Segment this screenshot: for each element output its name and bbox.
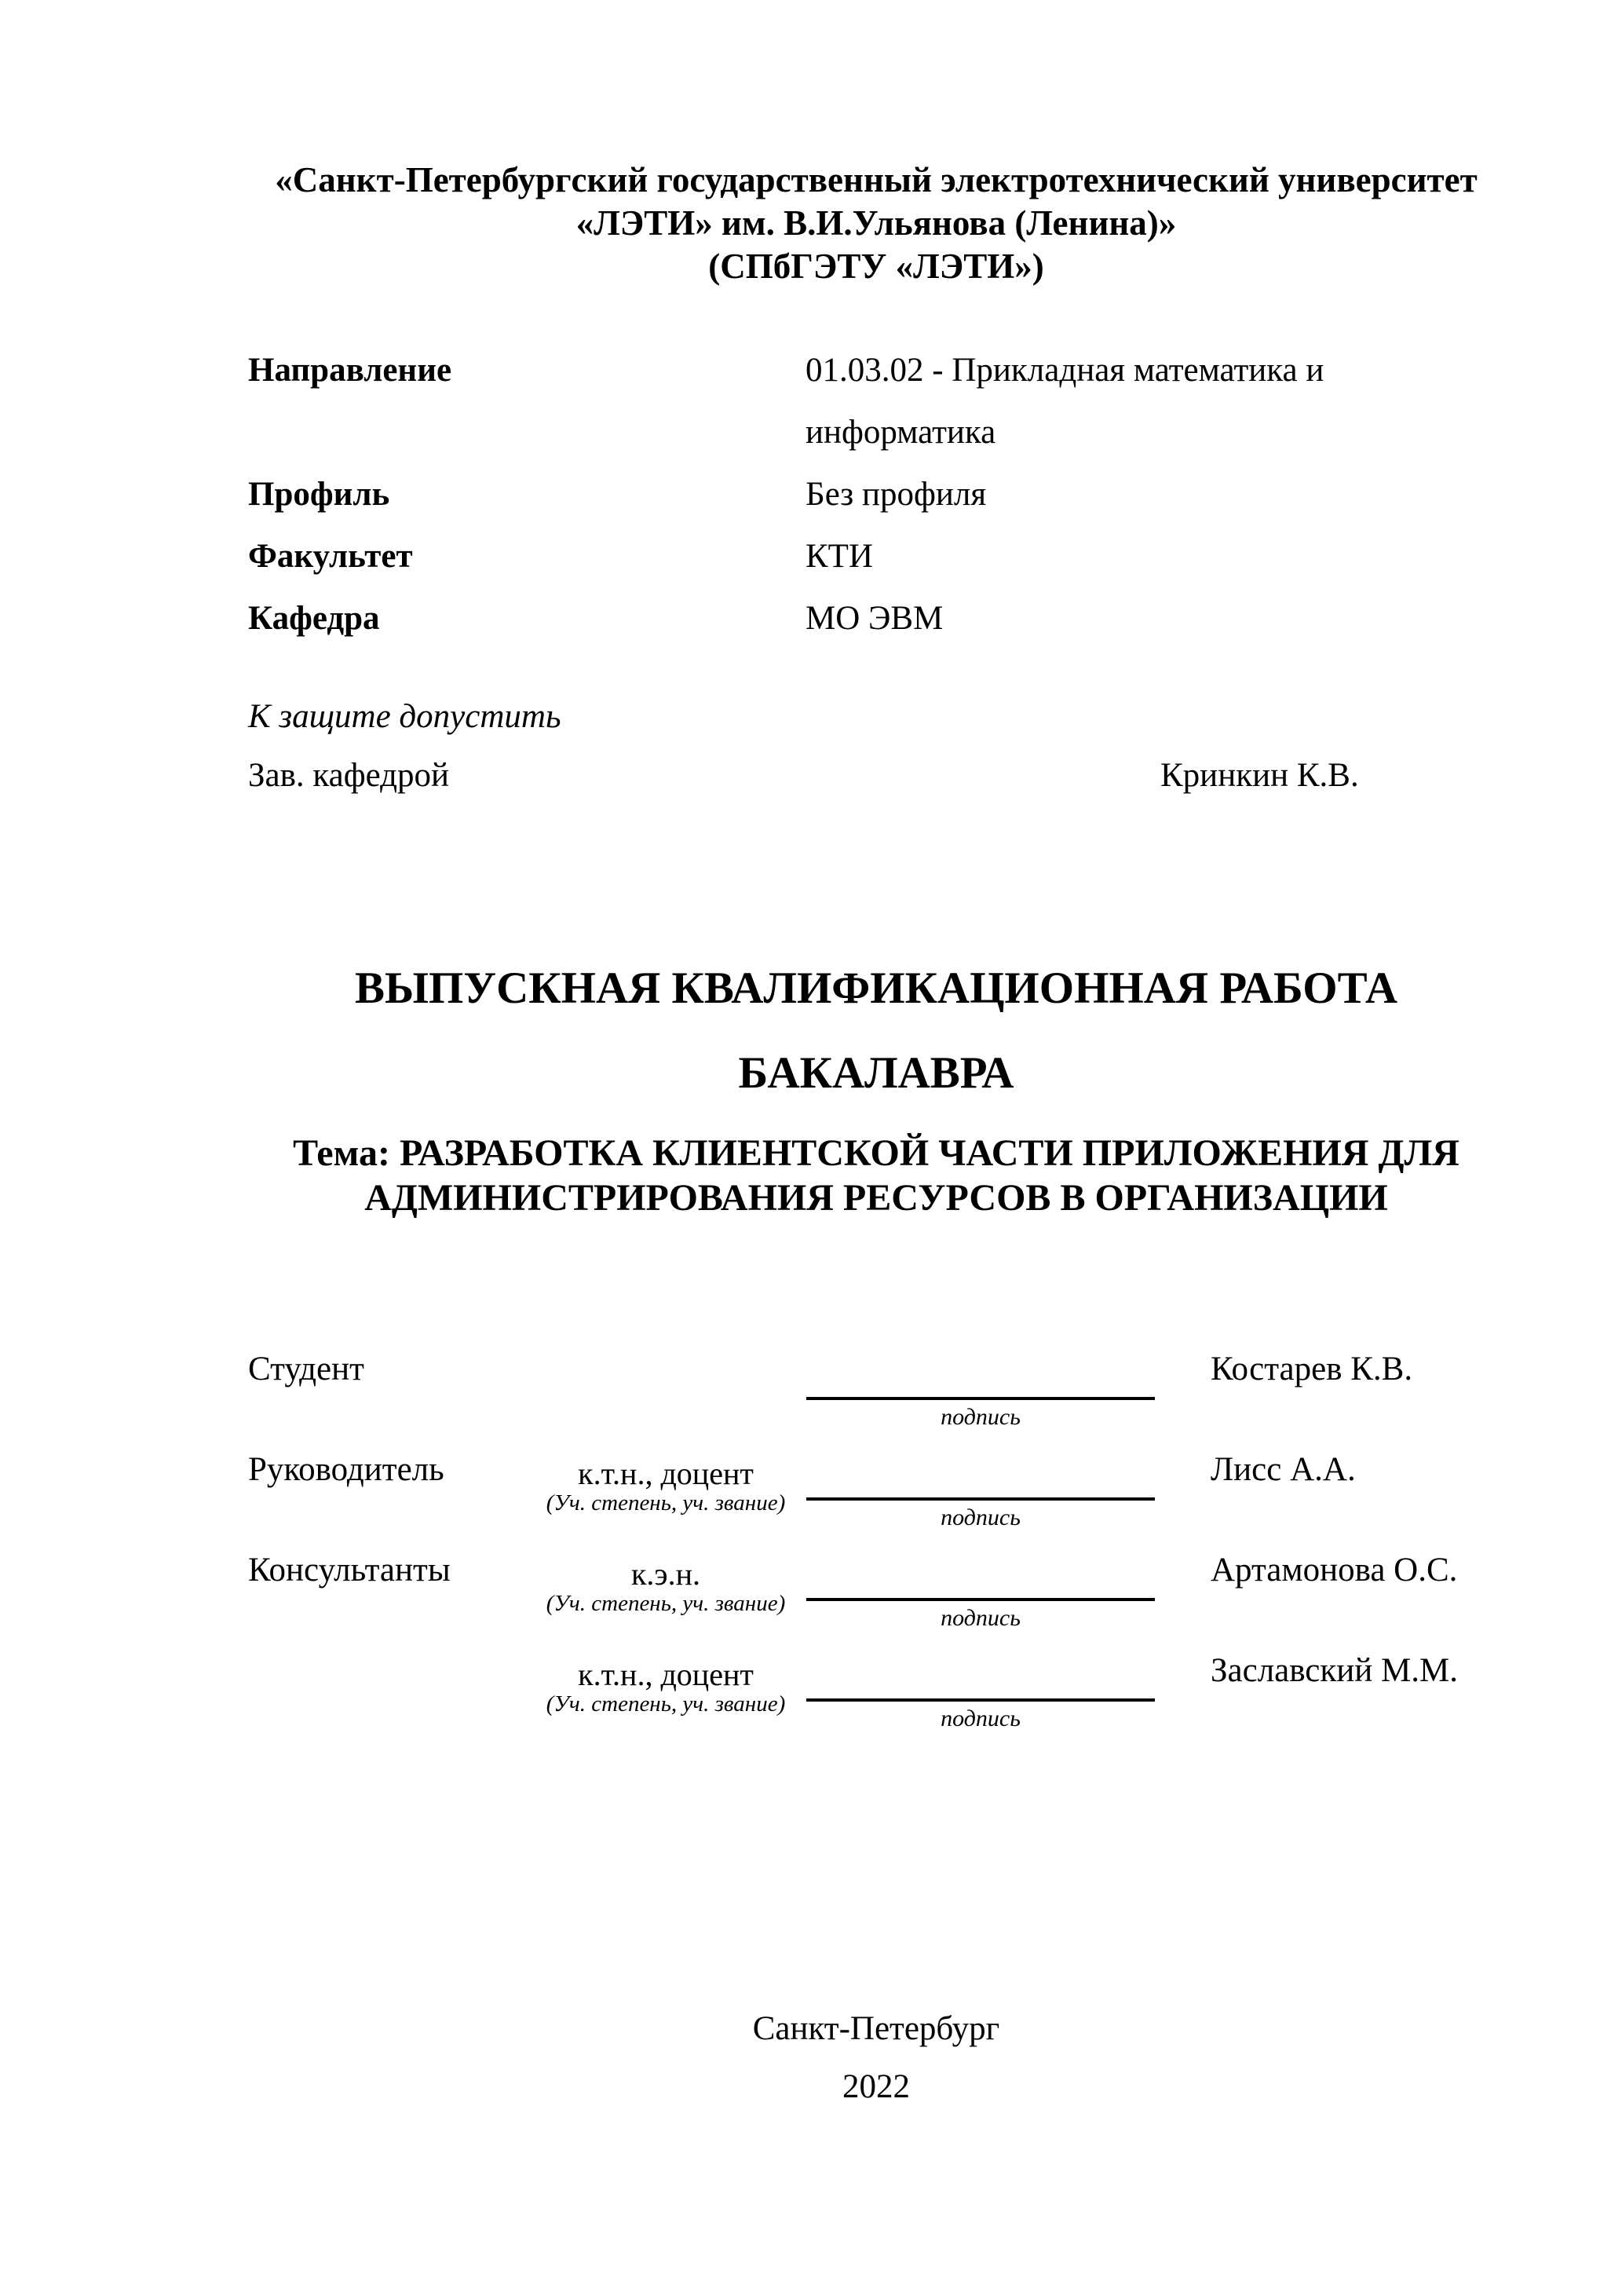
field-label-profile: Профиль [248,476,390,513]
university-header [248,159,1504,288]
signature-degree: к.э.н. [630,1556,700,1592]
university-header-line-2: «ЛЭТИ» им. В.И.Ульянова (Ленина)» [575,203,1177,243]
signature-degree-caption: (Уч. степень, уч. звание) [546,1490,786,1515]
admission-role: Зав. кафедрой [248,757,450,794]
signature-caption: подпись [941,1706,1021,1731]
field-label-direction: Направление [248,352,452,389]
signature-row-consultant-2 [248,1640,1551,1741]
signature-line [806,1397,1155,1400]
signature-role: Руководитель [248,1451,444,1488]
field-value-profile: Без профиля [806,476,987,513]
signature-block [248,1339,1551,1741]
field-row-profile [248,463,1504,525]
field-row-faculty [248,525,1504,587]
footer-city: Санкт-Петербург [752,2010,1000,2047]
signature-name: Лисс А.А. [1211,1451,1356,1488]
university-header-line-3: (СПбГЭТУ «ЛЭТИ») [708,247,1044,286]
thesis-topic-line-2: АДМИНИСТРИРОВАНИЯ РЕСУРСОВ В ОРГАНИЗАЦИИ [364,1177,1388,1219]
signature-caption: подпись [941,1404,1021,1430]
signature-role: Студент [248,1351,364,1387]
thesis-topic-line-1: Тема: РАЗРАБОТКА КЛИЕНТСКОЙ ЧАСТИ ПРИЛОЖЕНИЯ ДЛЯ [293,1132,1459,1174]
field-label-department: Кафедра [248,600,380,637]
signature-degree: к.т.н., доцент [578,1456,754,1491]
field-value-direction: 01.03.02 - Прикладная математика и информатика [806,352,1324,451]
field-row-direction [248,339,1504,463]
field-label-faculty: Факультет [248,538,413,575]
thesis-title [248,946,1504,1116]
thesis-title-line-2: БАКАЛАВРА [738,1048,1014,1098]
field-value-department: МО ЭВМ [806,600,944,637]
field-value-faculty: КТИ [806,538,873,575]
signature-role: Консультанты [248,1552,451,1589]
university-header-line-1: «Санкт-Петербургский государственный электротехнический университет [275,160,1478,199]
signature-line [806,1598,1155,1601]
admission-statement: К защите допустить [248,698,561,735]
signature-name: Артамонова О.С. [1211,1552,1458,1589]
signature-row-consultant-1 [248,1540,1551,1640]
signature-caption: подпись [941,1504,1021,1530]
footer [248,2009,1504,2108]
signature-line [806,1497,1155,1501]
signature-degree-caption: (Уч. степень, уч. звание) [546,1691,786,1717]
footer-year: 2022 [842,2068,910,2105]
admission-name: Кринкин К.В. [1160,757,1359,794]
signature-row-student [248,1339,1551,1439]
program-fields [248,339,1504,649]
admission-row [248,756,1504,795]
signature-name: Заславский М.М. [1211,1652,1459,1689]
signature-row-supervisor [248,1439,1551,1540]
signature-caption: подпись [941,1605,1021,1631]
thesis-topic [236,1131,1517,1220]
signature-degree-caption: (Уч. степень, уч. звание) [546,1591,786,1616]
field-row-department [248,587,1504,649]
thesis-title-line-1: ВЫПУСКНАЯ КВАЛИФИКАЦИОННАЯ РАБОТА [354,963,1397,1013]
signature-name: Костарев К.В. [1211,1351,1413,1387]
signature-degree: к.т.н., доцент [578,1657,754,1692]
signature-line [806,1698,1155,1702]
